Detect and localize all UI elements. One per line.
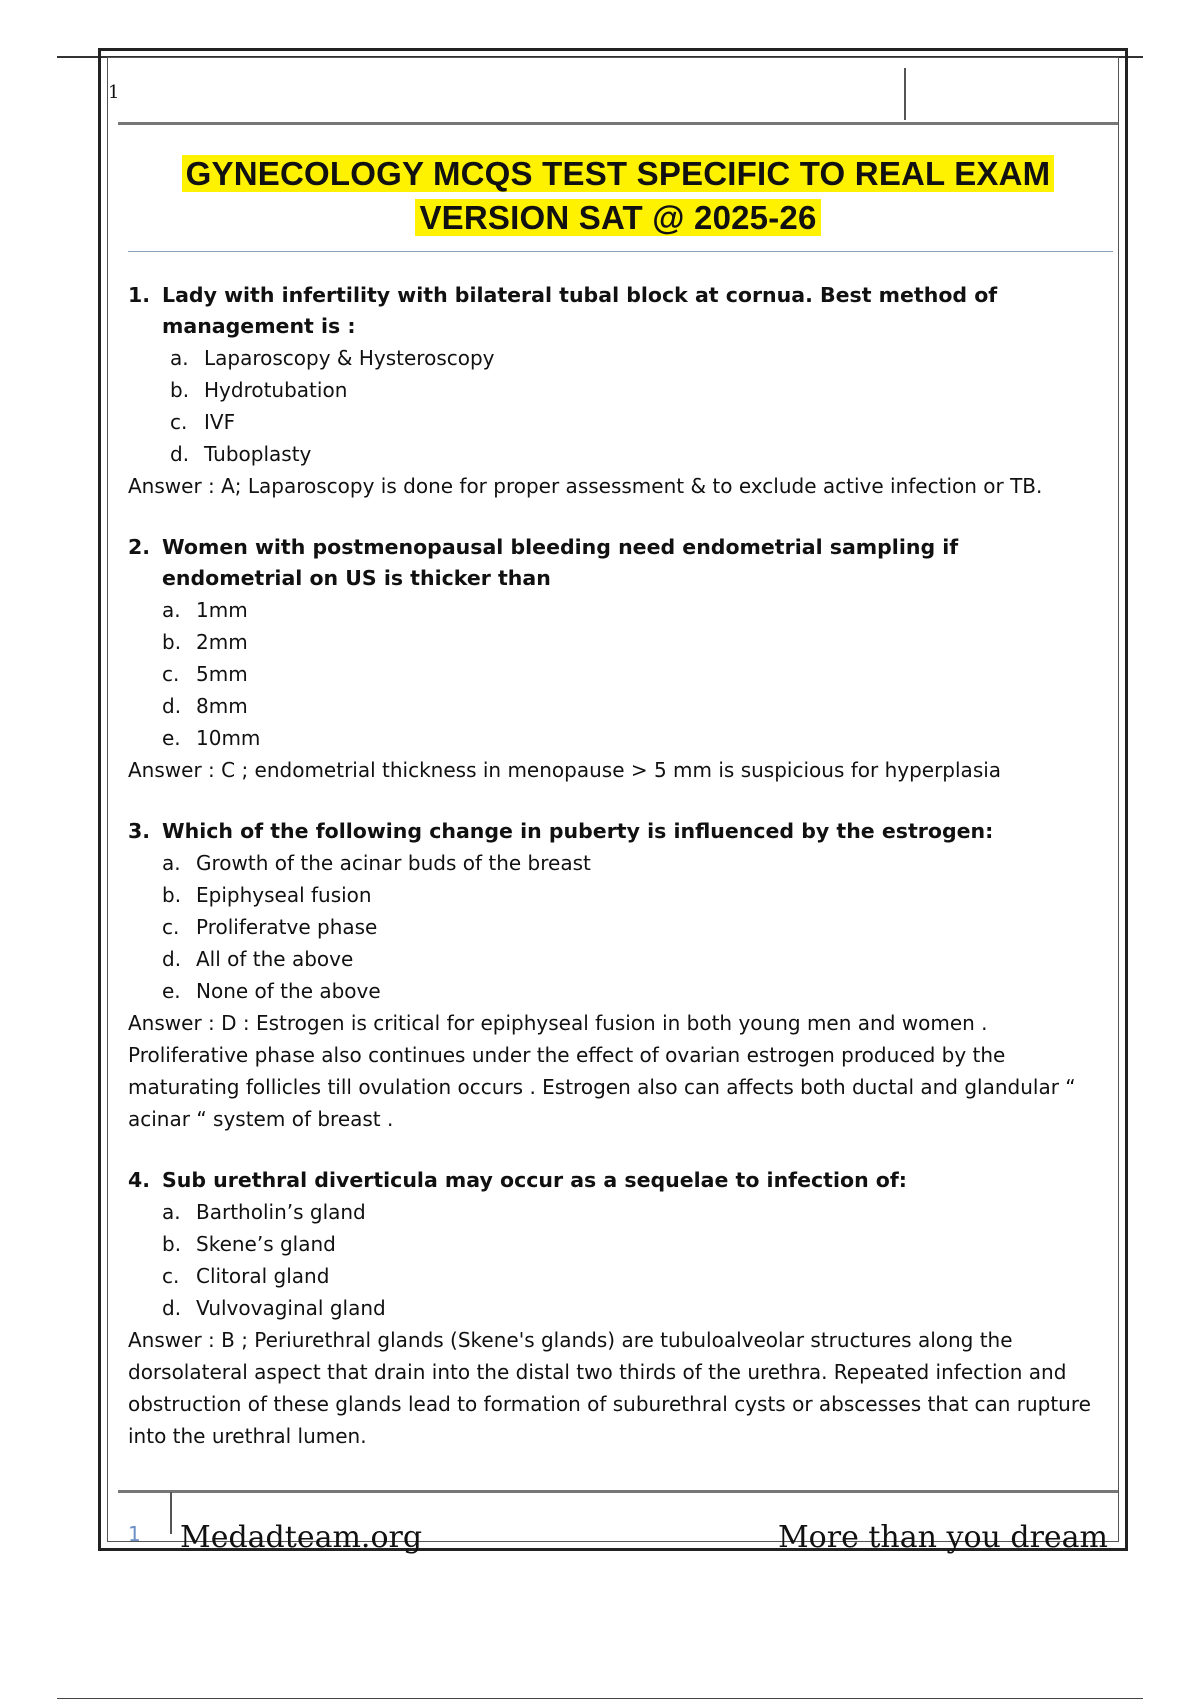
question-text <box>128 532 1103 594</box>
option-text: 1mm <box>196 598 248 622</box>
question-stem: Which of the following change in puberty is influenced by the estrogen: <box>162 819 994 843</box>
option-text: 10mm <box>196 726 261 750</box>
question-number: 3. <box>128 819 151 843</box>
footer-rule <box>118 1490 1118 1493</box>
question-number: 2. <box>128 535 151 559</box>
question-4 <box>128 1165 1103 1452</box>
option <box>128 626 1103 658</box>
option-letter: d. <box>162 1296 182 1320</box>
option-letter: c. <box>162 915 180 939</box>
question-text <box>128 816 1103 847</box>
footer-tagline: More than you dream <box>777 1520 1108 1555</box>
option-text: Clitoral gland <box>196 1264 330 1288</box>
header-divider <box>904 68 906 120</box>
option-letter: a. <box>162 598 181 622</box>
footer-page-number: 1 <box>128 1522 141 1546</box>
footer-site-link[interactable]: Medadteam.org <box>180 1520 423 1555</box>
title-line-2: VERSION SAT @ 2025-26 <box>415 199 820 236</box>
option-letter: c. <box>162 1264 180 1288</box>
option <box>128 879 1103 911</box>
option-list <box>128 342 1103 470</box>
question-number: 1. <box>128 283 151 307</box>
question-text <box>128 1165 1103 1196</box>
option <box>128 975 1103 1007</box>
option <box>128 438 1103 470</box>
option-letter: b. <box>162 883 182 907</box>
option-letter: c. <box>170 410 188 434</box>
question-list <box>128 280 1103 1482</box>
option <box>128 722 1103 754</box>
option-list <box>128 594 1103 754</box>
title-line-1: GYNECOLOGY MCQS TEST SPECIFIC TO REAL EXAM <box>182 155 1055 192</box>
option-letter: c. <box>162 662 180 686</box>
question-text <box>128 280 1103 342</box>
option-letter: e. <box>162 726 181 750</box>
option <box>128 690 1103 722</box>
option <box>128 1228 1103 1260</box>
option-letter: d. <box>170 442 190 466</box>
option-text: 5mm <box>196 662 248 686</box>
document-title <box>118 152 1118 240</box>
option-text: 8mm <box>196 694 248 718</box>
header-page-number: 1 <box>108 82 120 103</box>
option-text: Laparoscopy & Hysteroscopy <box>204 346 495 370</box>
option <box>128 943 1103 975</box>
header-rule <box>118 122 1118 125</box>
option-list <box>128 847 1103 1007</box>
option-text: None of the above <box>196 979 381 1003</box>
option-text: Skene’s gland <box>196 1232 336 1256</box>
question-1 <box>128 280 1103 502</box>
option-letter: b. <box>170 378 190 402</box>
option-text: Proliferatve phase <box>196 915 378 939</box>
page-bottom-rule <box>57 1698 1143 1699</box>
option <box>128 1196 1103 1228</box>
question-2 <box>128 532 1103 786</box>
question-stem: Women with postmenopausal bleeding need endometrial sampling if endometrial on US is thicker than <box>162 535 959 590</box>
option-text: Growth of the acinar buds of the breast <box>196 851 591 875</box>
question-number: 4. <box>128 1168 151 1192</box>
option <box>128 406 1103 438</box>
option-text: Epiphyseal fusion <box>196 883 372 907</box>
option-text: IVF <box>204 410 236 434</box>
option-text: Vulvovaginal gland <box>196 1296 386 1320</box>
footer-divider <box>170 1492 172 1534</box>
option <box>128 1260 1103 1292</box>
question-3 <box>128 816 1103 1135</box>
option-text: Bartholin’s gland <box>196 1200 366 1224</box>
option <box>128 342 1103 374</box>
option-list <box>128 1196 1103 1324</box>
option-text: 2mm <box>196 630 248 654</box>
title-rule <box>128 251 1113 252</box>
option <box>128 847 1103 879</box>
option-text: Tuboplasty <box>204 442 312 466</box>
option-letter: e. <box>162 979 181 1003</box>
option-letter: b. <box>162 630 182 654</box>
option <box>128 911 1103 943</box>
answer-explanation: Answer : A; Laparoscopy is done for proper assessment & to exclude active infection or TB. <box>128 474 1043 498</box>
option <box>128 658 1103 690</box>
question-stem: Sub urethral diverticula may occur as a sequelae to infection of: <box>162 1168 907 1192</box>
option-letter: a. <box>170 346 189 370</box>
option <box>128 374 1103 406</box>
answer-explanation: Answer : D : Estrogen is critical for epiphyseal fusion in both young men and women . Proliferative phase also continues under the effect of ovarian estrogen produced by the maturating follicles till ovulation occurs . Estrogen also can affects both ductal and glandular “ acinar “ system of breast . <box>128 1011 1076 1131</box>
option-letter: a. <box>162 851 181 875</box>
option-letter: d. <box>162 694 182 718</box>
answer-explanation: Answer : C ; endometrial thickness in menopause > 5 mm is suspicious for hyperplasia <box>128 758 1002 782</box>
option-text: Hydrotubation <box>204 378 348 402</box>
question-stem: Lady with infertility with bilateral tubal block at cornua. Best method of management is : <box>162 283 998 338</box>
option <box>128 1292 1103 1324</box>
answer-explanation: Answer : B ; Periurethral glands (Skene's glands) are tubuloalveolar structures along the dorsolateral aspect that drain into the distal two thirds of the urethra. Repeated infection and obstruction of these glands lead to formation of suburethral cysts or abscesses that can rupture into the urethral lumen. <box>128 1328 1091 1448</box>
option <box>128 594 1103 626</box>
option-text: All of the above <box>196 947 354 971</box>
option-letter: b. <box>162 1232 182 1256</box>
option-letter: d. <box>162 947 182 971</box>
option-letter: a. <box>162 1200 181 1224</box>
